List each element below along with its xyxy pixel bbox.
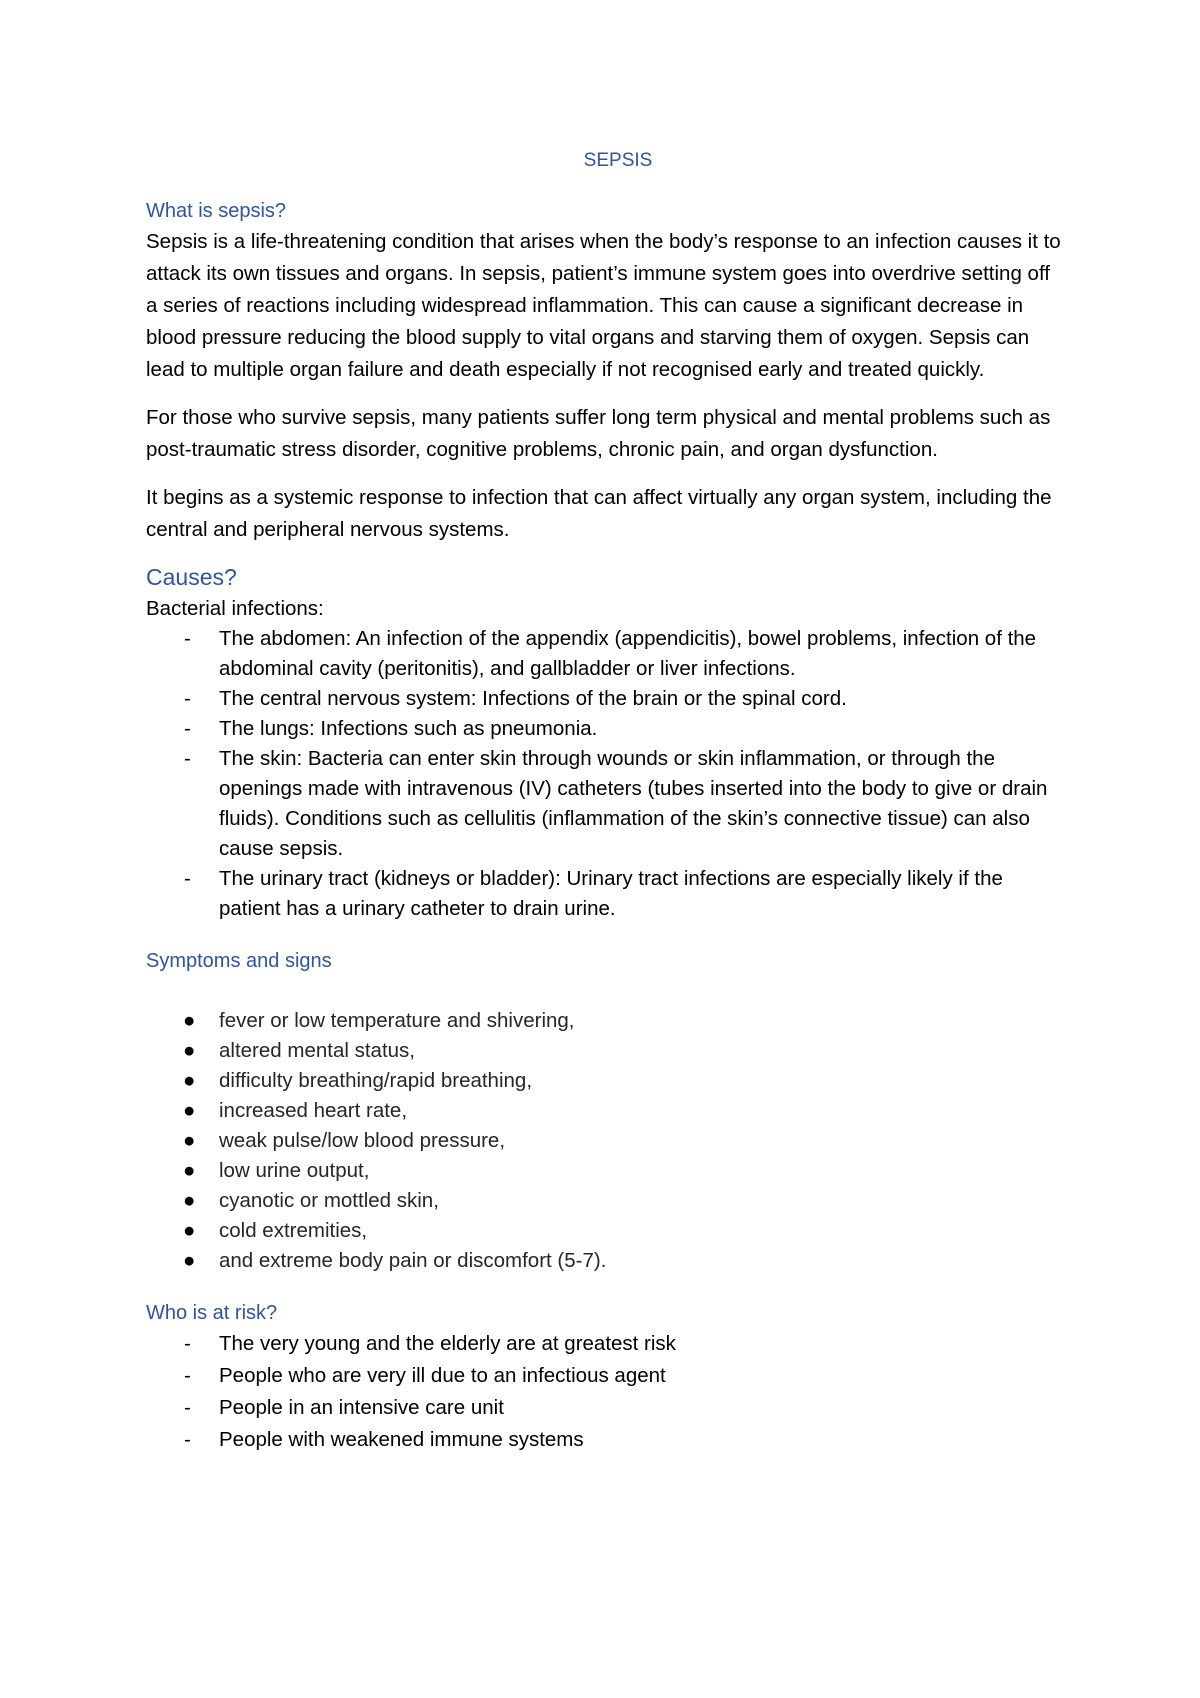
causes-list bbox=[146, 624, 1066, 924]
what-is-paragraph-2: For those who survive sepsis, many patients suffer long term physical and mental problems such as post-traumatic stress disorder, cognitive problems, chronic pain, and organ dysfunction. bbox=[146, 406, 1051, 461]
list-item-text: People in an intensive care unit bbox=[219, 1396, 504, 1419]
list-item bbox=[146, 1424, 1066, 1456]
list-item bbox=[146, 1006, 1066, 1036]
bullet-icon: ● bbox=[183, 1099, 196, 1122]
list-item-text: and extreme body pain or discomfort (5-7). bbox=[219, 1249, 607, 1272]
document-page bbox=[146, 148, 1066, 1456]
bullet-icon: ● bbox=[183, 1159, 196, 1182]
list-item-text: People with weakened immune systems bbox=[219, 1428, 584, 1451]
dash-marker: - bbox=[184, 1428, 191, 1451]
symptoms-list bbox=[146, 1006, 1066, 1276]
bullet-icon: ● bbox=[183, 1249, 196, 1272]
list-item bbox=[146, 744, 1066, 864]
list-item-text: low urine output, bbox=[219, 1159, 370, 1182]
list-item-text: The central nervous system: Infections of the brain or the spinal cord. bbox=[219, 687, 847, 710]
what-is-paragraph-1: Sepsis is a life-threatening condition that arises when the body’s response to an infection causes it to attack its own tissues and organs. In sepsis, patient’s immune system goes into overdrive setting off a series of reactions including widespread inflammation. This can cause a significant decrease in blood pressure reducing the blood supply to vital organs and starving them of oxygen. Sepsis can lead to multiple organ failure and death especially if not recognised early and treated quickly. bbox=[146, 230, 1061, 381]
list-item-text: The very young and the elderly are at greatest risk bbox=[219, 1332, 676, 1355]
bullet-icon: ● bbox=[183, 1219, 196, 1242]
dash-marker: - bbox=[184, 867, 191, 890]
list-item bbox=[146, 1186, 1066, 1216]
list-item-text: difficulty breathing/rapid breathing, bbox=[219, 1069, 533, 1092]
causes-section bbox=[146, 594, 1066, 924]
list-item-text: The lungs: Infections such as pneumonia. bbox=[219, 717, 598, 740]
list-item bbox=[146, 1246, 1066, 1276]
list-item-text: People who are very ill due to an infectious agent bbox=[219, 1364, 666, 1387]
bullet-icon: ● bbox=[183, 1039, 196, 1062]
dash-marker: - bbox=[184, 627, 191, 650]
list-item-text: The urinary tract (kidneys or bladder): Urinary tract infections are especially likely if the patient has a urinary catheter to drain urine. bbox=[219, 867, 1003, 920]
list-item bbox=[146, 1036, 1066, 1066]
list-item-text: increased heart rate, bbox=[219, 1099, 408, 1122]
risk-list bbox=[146, 1328, 1066, 1456]
symptoms-heading: Symptoms and signs bbox=[146, 950, 332, 972]
list-item-text: cyanotic or mottled skin, bbox=[219, 1189, 439, 1212]
dash-marker: - bbox=[184, 1396, 191, 1419]
bullet-icon: ● bbox=[183, 1189, 196, 1212]
causes-intro: Bacterial infections: bbox=[146, 597, 324, 620]
list-item-text: fever or low temperature and shivering, bbox=[219, 1009, 575, 1032]
document-title: SEPSIS bbox=[583, 150, 653, 171]
dash-marker: - bbox=[184, 687, 191, 710]
dash-marker: - bbox=[184, 717, 191, 740]
list-item-text: cold extremities, bbox=[219, 1219, 368, 1242]
list-item bbox=[146, 1096, 1066, 1126]
bullet-icon: ● bbox=[183, 1069, 196, 1092]
list-item bbox=[146, 1328, 1066, 1360]
dash-marker: - bbox=[184, 747, 191, 770]
list-item bbox=[146, 1066, 1066, 1096]
list-item bbox=[146, 1360, 1066, 1392]
list-item bbox=[146, 1392, 1066, 1424]
list-item bbox=[146, 1216, 1066, 1246]
list-item bbox=[146, 864, 1066, 924]
what-is-sepsis-heading: What is sepsis? bbox=[146, 200, 287, 222]
list-item bbox=[146, 684, 1066, 714]
what-is-paragraph-3: It begins as a systemic response to infection that can affect virtually any organ system, including the central and peripheral nervous systems. bbox=[146, 486, 1052, 541]
bullet-icon: ● bbox=[183, 1009, 196, 1032]
list-item bbox=[146, 1156, 1066, 1186]
list-item bbox=[146, 1126, 1066, 1156]
bullet-icon: ● bbox=[183, 1129, 196, 1152]
dash-marker: - bbox=[184, 1364, 191, 1387]
causes-heading: Causes? bbox=[146, 564, 237, 590]
list-item bbox=[146, 624, 1066, 684]
dash-marker: - bbox=[184, 1332, 191, 1355]
list-item bbox=[146, 714, 1066, 744]
list-item-text: The skin: Bacteria can enter skin through wounds or skin inflammation, or through the openings made with intravenous (IV) catheters (tubes inserted into the body to give or drain fluids). Conditions such as cellulitis (inflammation of the skin’s connective tissue) can also cause sepsis. bbox=[219, 747, 1048, 860]
list-item-text: altered mental status, bbox=[219, 1039, 415, 1062]
risk-heading: Who is at risk? bbox=[146, 1302, 278, 1324]
list-item-text: weak pulse/low blood pressure, bbox=[219, 1129, 506, 1152]
list-item-text: The abdomen: An infection of the appendix (appendicitis), bowel problems, infection of the abdominal cavity (peritonitis), and gallbladder or liver infections. bbox=[219, 627, 1037, 680]
